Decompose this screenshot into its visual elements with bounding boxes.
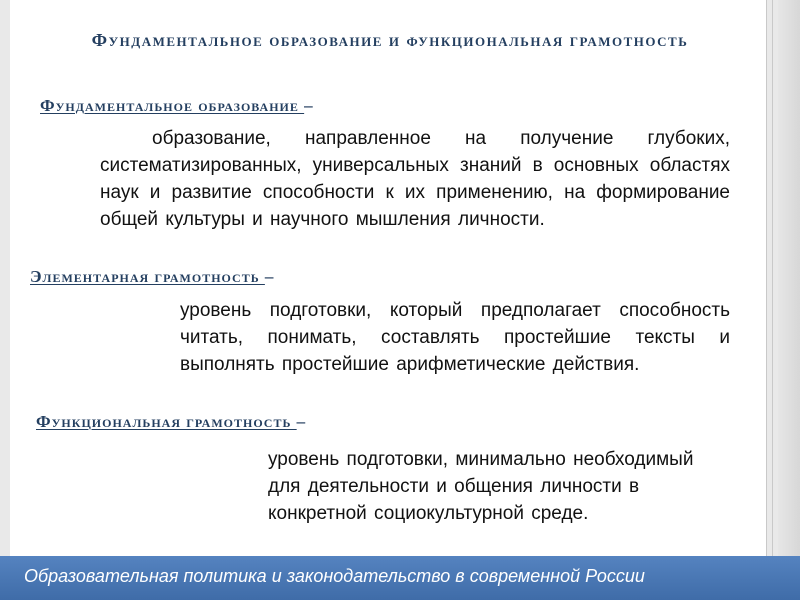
- right-rail-line: [772, 0, 773, 556]
- term-fundamental-education: [40, 96, 314, 116]
- footer-bar: [0, 556, 800, 600]
- term-functional-literacy: [36, 412, 306, 432]
- term-dash: –: [304, 96, 314, 115]
- right-rail-shadow: [778, 0, 800, 556]
- definition-elementary-literacy: уровень подготовки, который предполагает способность читать, понимать, составлять простейшие тексты и выполнять простейшие арифметические действия.: [180, 300, 730, 375]
- term-label: Фундаментальное образование: [40, 96, 305, 115]
- term-dash: –: [264, 267, 275, 286]
- term-dash: –: [296, 412, 307, 431]
- slide-title: Фундаментальное образование и функциональная грамотность: [91, 30, 689, 50]
- definition-functional-literacy: уровень подготовки, минимально необходимый для деятельности и общения личности в конкретной социокультурной среде.: [268, 449, 694, 524]
- footer-caption: Образовательная политика и законодательство в современной России: [24, 566, 645, 586]
- term-elementary-literacy: [30, 267, 274, 287]
- definition-fundamental-education: образование, направленное на получение глубоких, систематизированных, универсальных знаний в основных областях наук и развитие способности к их применению, на формирование общей культуры и научного мышления личности.: [100, 128, 730, 230]
- term-label: Элементарная грамотность: [30, 267, 265, 286]
- right-rail-line: [766, 0, 767, 556]
- term-label: Функциональная грамотность: [36, 412, 297, 431]
